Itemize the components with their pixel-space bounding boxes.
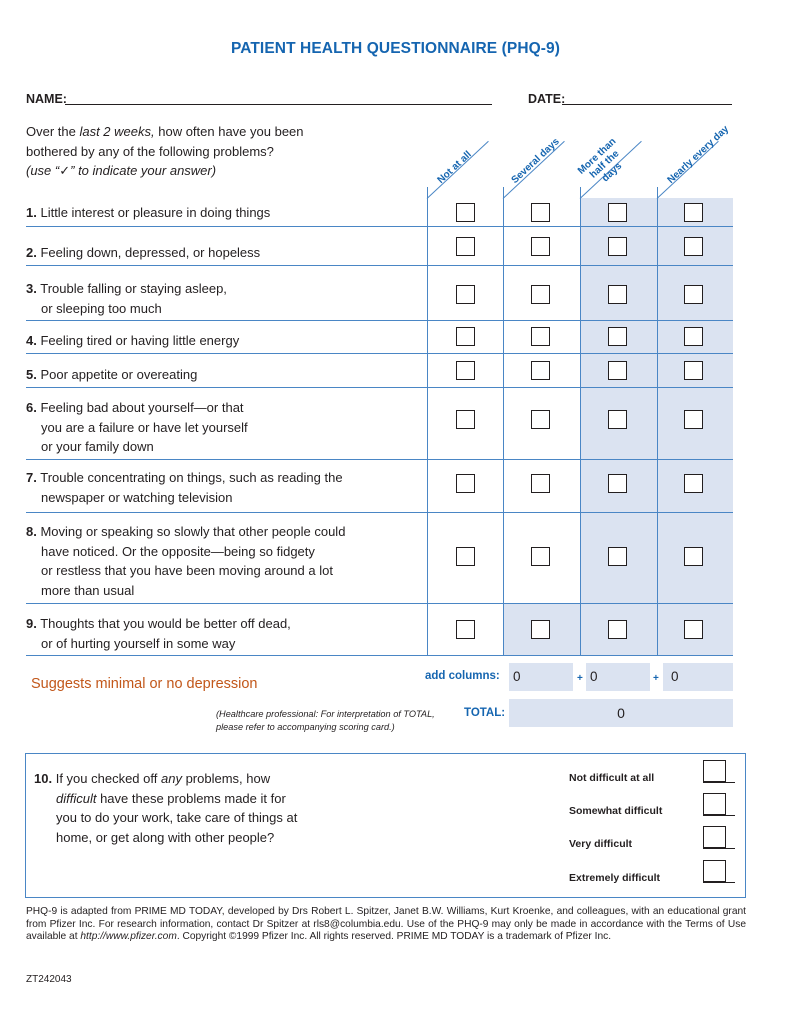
q1-nearly-every-day-checkbox[interactable]: [684, 203, 703, 222]
q7-more-than-half-checkbox[interactable]: [608, 474, 627, 493]
plus-sign-1: +: [577, 673, 583, 684]
q5-not-at-all-checkbox[interactable]: [456, 361, 475, 380]
q8-several-days-checkbox[interactable]: [531, 547, 550, 566]
q6-nearly-every-day-checkbox[interactable]: [684, 410, 703, 429]
pfizer-link[interactable]: http://www.pfizer.com: [80, 931, 177, 942]
col-sum-2: 0: [586, 663, 650, 691]
total-value: 0: [617, 705, 625, 721]
question-7: 7. Trouble concentrating on things, such as reading the newspaper or watching television: [26, 470, 343, 505]
q1-several-days-checkbox[interactable]: [531, 203, 550, 222]
difficulty-option-label: Not difficult at all: [569, 772, 655, 784]
q7-nearly-every-day-checkbox[interactable]: [684, 474, 703, 493]
question-8: 8. Moving or speaking so slowly that other people could have noticed. Or the opposite—being so fidgety or restless that you have been moving around a lot more than usual: [26, 524, 346, 598]
q2-several-days-checkbox[interactable]: [531, 237, 550, 256]
q3-not-at-all-checkbox[interactable]: [456, 285, 475, 304]
q1-more-than-half-checkbox[interactable]: [608, 203, 627, 222]
q5-several-days-checkbox[interactable]: [531, 361, 550, 380]
difficulty-somewhat-checkbox[interactable]: [703, 793, 726, 815]
date-label: DATE:: [528, 92, 566, 106]
column-header-more-than-half: More than half the days: [575, 136, 625, 185]
q9-more-than-half-checkbox[interactable]: [608, 620, 627, 639]
plus-sign-2: +: [653, 673, 659, 684]
name-label: NAME:: [26, 92, 67, 106]
q9-not-at-all-checkbox[interactable]: [456, 620, 475, 639]
difficulty-very-checkbox[interactable]: [703, 826, 726, 848]
add-columns-label: add columns:: [425, 670, 500, 682]
q7-not-at-all-checkbox[interactable]: [456, 474, 475, 493]
question-6: 6. Feeling bad about yourself—or that you are a failure or have let yourself or your family down: [26, 400, 248, 454]
q3-more-than-half-checkbox[interactable]: [608, 285, 627, 304]
q5-more-than-half-checkbox[interactable]: [608, 361, 627, 380]
col-sum-3: 0: [663, 663, 733, 691]
q6-several-days-checkbox[interactable]: [531, 410, 550, 429]
difficulty-option-label: Somewhat difficult: [569, 805, 663, 817]
result-text: Suggests minimal or no depression: [31, 676, 258, 692]
scoring-note: (Healthcare professional: For interpretation of TOTAL, please refer to accompanying scoring card.): [216, 709, 435, 732]
difficulty-extremely-checkbox[interactable]: [703, 860, 726, 882]
q8-not-at-all-checkbox[interactable]: [456, 547, 475, 566]
page-title: PATIENT HEALTH QUESTIONNAIRE (PHQ-9): [230, 40, 561, 57]
q9-nearly-every-day-checkbox[interactable]: [684, 620, 703, 639]
q4-not-at-all-checkbox[interactable]: [456, 327, 475, 346]
q4-more-than-half-checkbox[interactable]: [608, 327, 627, 346]
q6-more-than-half-checkbox[interactable]: [608, 410, 627, 429]
difficulty-option-label: Very difficult: [569, 838, 633, 850]
instructions: Over the last 2 weeks, how often have you been bothered by any of the following problems? (use “✓” to indicate your answer): [26, 124, 304, 178]
question-10: 10. If you checked off any problems, how difficult have these problems made it for you to do your work, take care of things at home, or get along with other people?: [34, 771, 298, 845]
q8-more-than-half-checkbox[interactable]: [608, 547, 627, 566]
q5-nearly-every-day-checkbox[interactable]: [684, 361, 703, 380]
difficulty-not-difficult-checkbox[interactable]: [703, 760, 726, 782]
difficulty-option-label: Extremely difficult: [569, 872, 661, 884]
footer-copyright: PHQ-9 is adapted from PRIME MD TODAY, developed by Drs Robert L. Spitzer, Janet B.W. Williams, Kurt Kroenke, and colleagues, with an educational grant from Pfizer Inc. For research information, contact Dr Spitzer at rls8@columbia.edu. Use of the PHQ-9 may only be made in accordance with the Terms of Use available at http://www.pfizer.com. Copyright ©1999 Pfizer Inc. All rights reserved. PRIME MD TODAY is a trademark of Pfizer Inc.: [26, 906, 746, 942]
date-field[interactable]: [562, 104, 732, 105]
total-label: TOTAL:: [464, 707, 506, 719]
q1-not-at-all-checkbox[interactable]: [456, 203, 475, 222]
question-5: 5. Poor appetite or overeating: [26, 367, 198, 382]
q2-more-than-half-checkbox[interactable]: [608, 237, 627, 256]
question-3: 3. Trouble falling or staying asleep, or sleeping too much: [26, 281, 227, 316]
question-4: 4. Feeling tired or having little energy: [26, 333, 240, 348]
question-1: 1. Little interest or pleasure in doing things: [26, 205, 271, 220]
q3-several-days-checkbox[interactable]: [531, 285, 550, 304]
col-sum-1: 0: [509, 663, 573, 691]
q9-several-days-checkbox[interactable]: [531, 620, 550, 639]
q2-nearly-every-day-checkbox[interactable]: [684, 237, 703, 256]
question-2: 2. Feeling down, depressed, or hopeless: [26, 245, 261, 260]
form-code: ZT242043: [26, 974, 72, 985]
question-9: 9. Thoughts that you would be better off dead, or of hurting yourself in some way: [26, 616, 291, 651]
q7-several-days-checkbox[interactable]: [531, 474, 550, 493]
q8-nearly-every-day-checkbox[interactable]: [684, 547, 703, 566]
q6-not-at-all-checkbox[interactable]: [456, 410, 475, 429]
q3-nearly-every-day-checkbox[interactable]: [684, 285, 703, 304]
q4-several-days-checkbox[interactable]: [531, 327, 550, 346]
column-header-several-days: Several days: [509, 136, 562, 186]
column-header-not-at-all: Not at all: [435, 149, 474, 186]
name-field[interactable]: [65, 104, 492, 105]
q4-nearly-every-day-checkbox[interactable]: [684, 327, 703, 346]
column-header-nearly-every-day: Nearly every day: [665, 123, 732, 186]
total-box: [509, 699, 733, 727]
q2-not-at-all-checkbox[interactable]: [456, 237, 475, 256]
